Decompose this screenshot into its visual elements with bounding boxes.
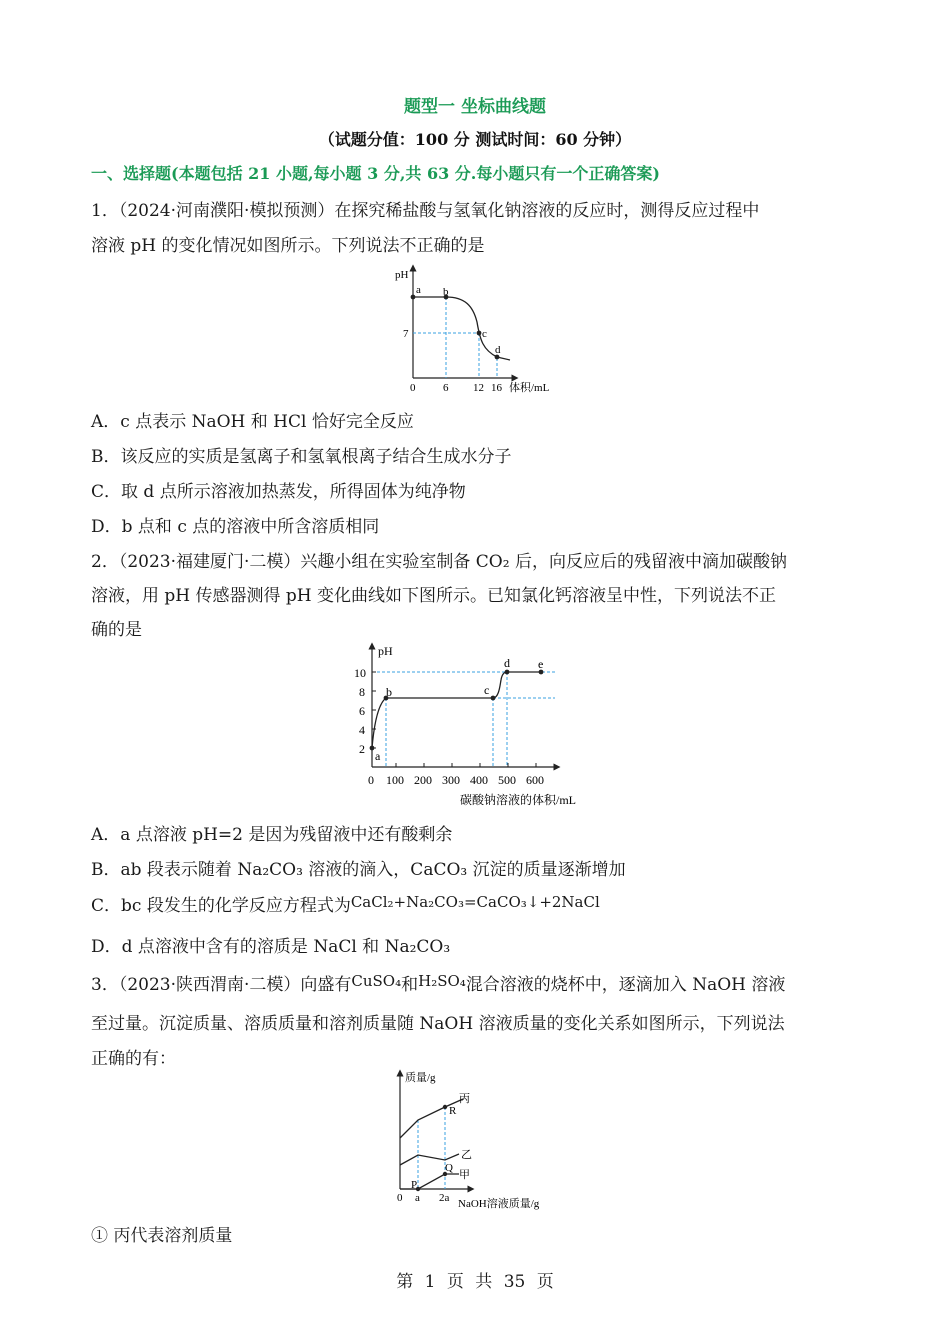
q3-formula-cuso4: CuSO₄	[351, 972, 402, 990]
q1-ytick-7: 7	[403, 328, 409, 340]
q1-stem-line1: 1．（2024·河南濮阳·模拟预测）在探究稀盐酸与氢氧化钠溶液的反应时，测得反应过程中	[91, 201, 760, 221]
q1-label-a: a	[416, 284, 421, 296]
q3-label-jia: 甲	[459, 1169, 470, 1181]
q3-label-p: P	[411, 1179, 418, 1191]
q2-label-d: d	[504, 656, 510, 670]
footer-gong: 共	[475, 1272, 493, 1292]
q1-xlabel: 体积/mL	[509, 382, 550, 394]
q2-label-c: c	[484, 683, 490, 697]
q3-xlabel: NaOH溶液质量/g	[458, 1198, 540, 1210]
q3-stem-line2: 至过量。沉淀质量、溶质质量和溶剂质量随 NaOH 溶液质量的变化关系如图所示，下列说法	[91, 1014, 785, 1034]
q2-xtick-0: 0	[368, 773, 374, 787]
q3-stem-part3: 混合溶液的烧杯中，逐滴加入 NaOH 溶液	[465, 975, 786, 995]
q3-stem-line3: 正确的有：	[91, 1049, 176, 1069]
q3-point-r	[443, 1105, 447, 1109]
q2-label-e: e	[538, 657, 544, 671]
q2-option-c-equation: CaCl₂+Na₂CO₃=CaCO₃↓+2NaCl	[350, 893, 600, 911]
q2-label-a: a	[375, 749, 381, 763]
q2-ytick-10: 10	[354, 666, 366, 680]
q1-option-c: C．取 d 点所示溶液加热蒸发，所得固体为纯净物	[91, 482, 466, 502]
q2-xtick-400: 400	[470, 773, 488, 787]
q2-ph-curve	[372, 672, 541, 748]
q2-option-b: B．ab 段表示随着 Na₂CO₃ 溶液的滴入，CaCO₃ 沉淀的质量逐渐增加	[91, 860, 626, 880]
q3-xtick-0: 0	[397, 1192, 403, 1204]
q1-ph-chart	[385, 262, 565, 397]
q1-point-a	[411, 295, 416, 300]
q1-label-b: b	[443, 286, 449, 298]
q2-ylabel: pH	[378, 644, 393, 658]
q3-stem-part1: 3．（2023·陕西渭南·二模）向盛有	[91, 975, 352, 995]
footer-di: 第	[396, 1272, 414, 1292]
q1-option-b: B．该反应的实质是氢离子和氢氧根离子结合生成水分子	[91, 447, 512, 467]
q2-point-c	[491, 696, 496, 701]
q1-option-d: D．b 点和 c 点的溶液中所含溶质相同	[91, 517, 380, 537]
q2-point-a	[370, 746, 375, 751]
q3-item-1: ① 丙代表溶剂质量	[91, 1226, 233, 1246]
q2-stem-line1: 2．（2023·福建厦门·二模）兴趣小组在实验室制备 CO₂ 后，向反应后的残留液中滴加碳酸钠	[91, 552, 787, 572]
footer-page-number: 1	[424, 1272, 436, 1292]
q1-xtick-6: 6	[443, 382, 449, 394]
q2-xtick-200: 200	[414, 773, 432, 787]
q1-xtick-0: 0	[410, 382, 416, 394]
q2-option-c	[91, 891, 600, 916]
q3-label-yi: 乙	[461, 1149, 472, 1161]
q3-label-bing: 丙	[459, 1093, 470, 1105]
q2-ytick-8: 8	[359, 685, 365, 699]
q3-xtick-2a: 2a	[439, 1192, 450, 1204]
q3-mass-chart	[385, 1067, 560, 1212]
q2-label-b: b	[386, 685, 392, 699]
q3-ylabel: 质量/g	[405, 1072, 436, 1084]
q2-option-c-text: C．bc 段发生的化学反应方程式为	[91, 896, 351, 916]
q1-label-c: c	[482, 328, 487, 340]
q3-label-r: R	[449, 1105, 457, 1117]
q1-xtick-12: 12	[473, 382, 484, 394]
q1-point-c	[477, 331, 482, 336]
q2-xtick-600: 600	[526, 773, 544, 787]
q3-formula-h2so4: H₂SO₄	[418, 972, 466, 990]
page-footer	[0, 1267, 950, 1292]
q2-ytick-2: 2	[359, 742, 365, 756]
section-heading: 一、选择题(本题包括 21 小题,每小题 3 分,共 63 分.每小题只有一个正确答案)	[91, 164, 660, 183]
q1-label-d: d	[495, 344, 501, 356]
q2-ph-chart	[345, 640, 610, 812]
test-info: （试题分值：100 分 测试时间：60 分钟）	[318, 130, 632, 149]
q1-xtick-16: 16	[491, 382, 502, 394]
q2-xtick-500: 500	[498, 773, 516, 787]
q3-stem-part2: 和	[401, 975, 419, 995]
q2-xlabel: 碳酸钠溶液的体积/mL	[460, 793, 576, 807]
q2-point-d	[505, 670, 510, 675]
q2-xtick-100: 100	[386, 773, 404, 787]
q2-ytick-6: 6	[359, 704, 365, 718]
page-title: 题型一 坐标曲线题	[404, 97, 546, 117]
q2-ytick-4: 4	[359, 723, 365, 737]
footer-ye2: 页	[536, 1272, 554, 1292]
q3-label-q: Q	[445, 1162, 453, 1174]
footer-total-pages: 35	[503, 1272, 526, 1292]
q3-xtick-a: a	[415, 1192, 420, 1204]
q1-stem-line2: 溶液 pH 的变化情况如图所示。下列说法不正确的是	[91, 236, 485, 256]
q2-stem-line2: 溶液，用 pH 传感器测得 pH 变化曲线如下图所示。已知氯化钙溶液呈中性，下列说法不正	[91, 586, 777, 606]
q2-stem-line3: 确的是	[91, 620, 142, 640]
q3-curve-jia	[400, 1174, 459, 1189]
q3-stem-line1	[91, 970, 785, 995]
q2-option-d: D．d 点溶液中含有的溶质是 NaCl 和 Na₂CO₃	[91, 937, 451, 957]
q2-xtick-300: 300	[442, 773, 460, 787]
q1-option-a: A．c 点表示 NaOH 和 HCl 恰好完全反应	[91, 412, 414, 432]
q2-option-a: A．a 点溶液 pH=2 是因为残留液中还有酸剩余	[91, 825, 453, 845]
q1-ylabel: pH	[395, 269, 409, 281]
footer-ye: 页	[446, 1272, 464, 1292]
